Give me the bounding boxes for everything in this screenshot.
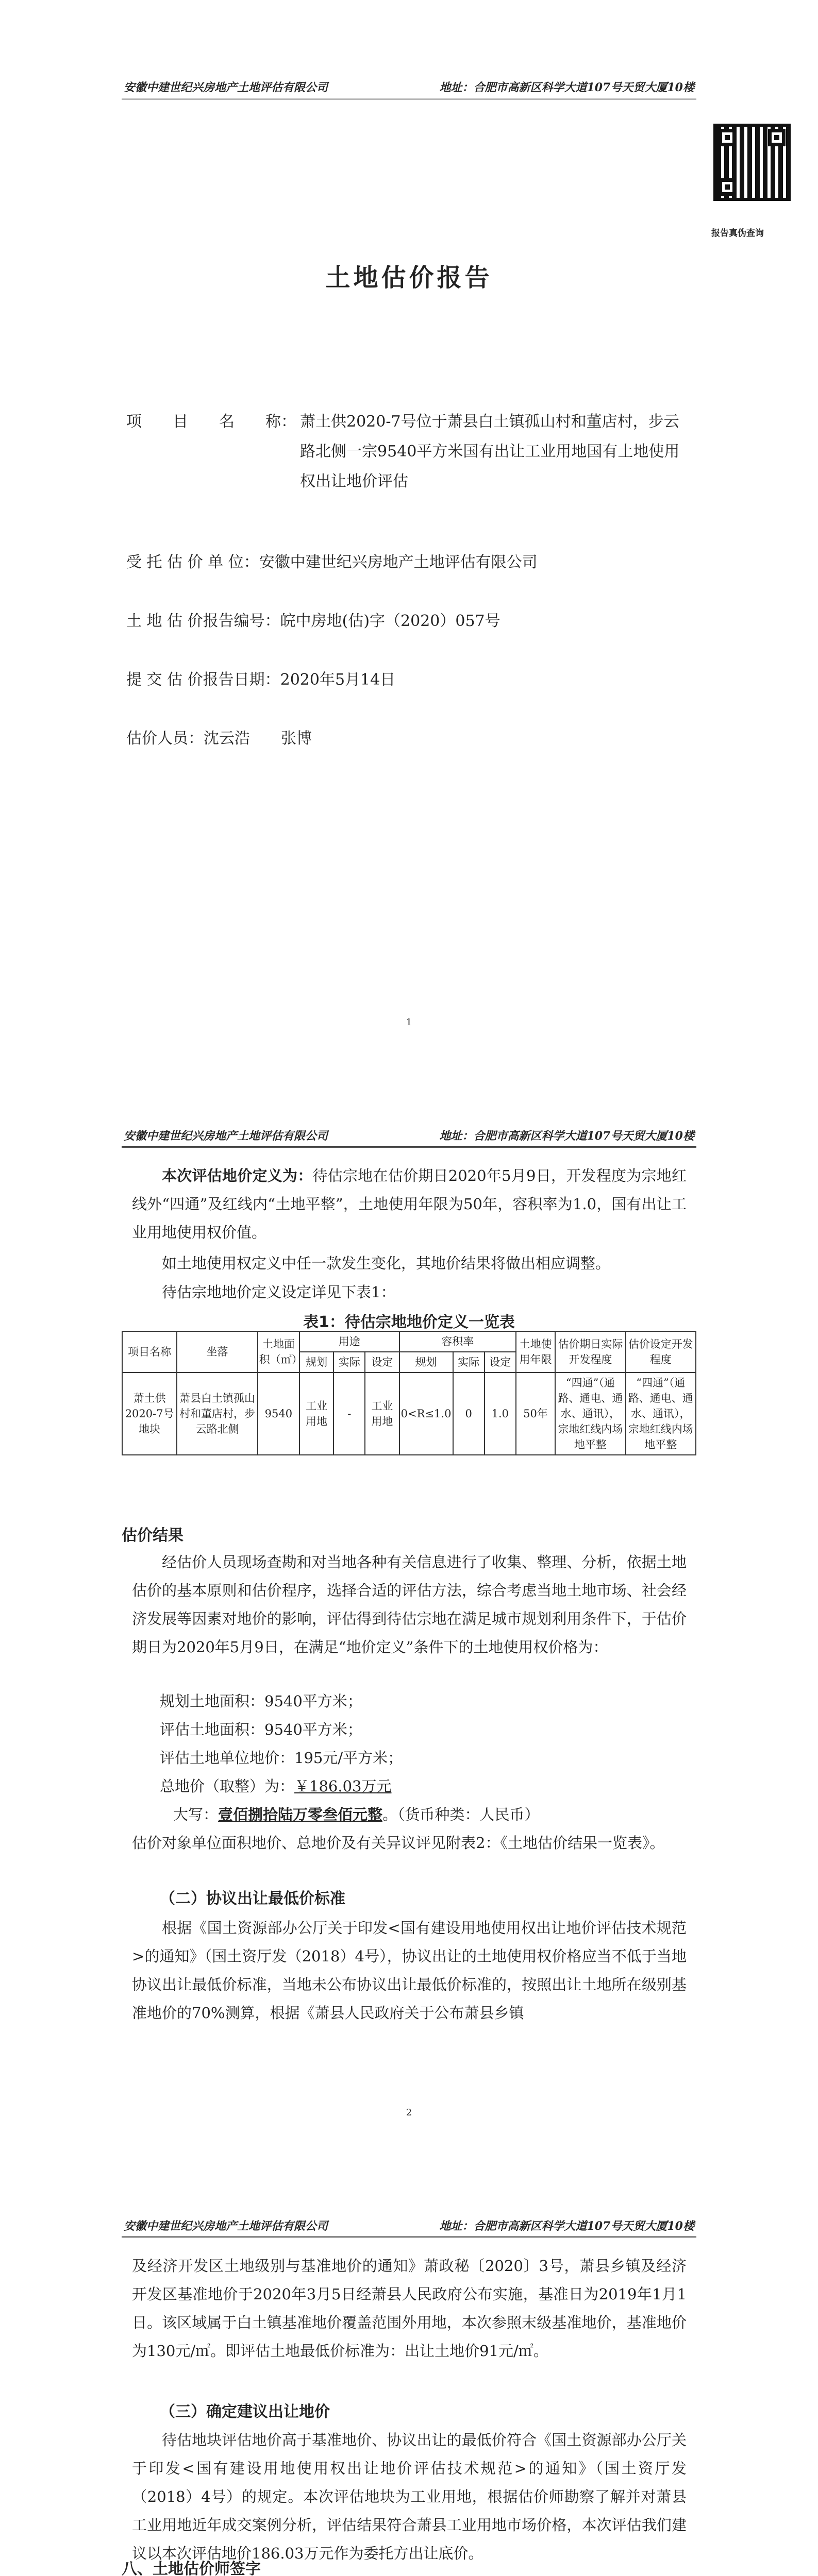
- th-use-set: 设定: [365, 1352, 399, 1372]
- cell-location: 萧县白土镇孤山村和董店村，步云路北侧: [177, 1372, 257, 1455]
- signature-heading: 八、土地估价师签字: [122, 2560, 261, 2576]
- result-heading: 估价结果: [122, 1527, 183, 1545]
- cell-use-actual: -: [333, 1372, 365, 1455]
- th-far-plan: 规划: [399, 1352, 453, 1372]
- th-use-plan: 规划: [299, 1352, 333, 1372]
- planned-area: 规划土地面积：9540平方米；: [160, 1692, 362, 1710]
- th-term: 土地使用年限: [516, 1331, 555, 1372]
- definition-text: 待估宗地在估价期日2020年5月9日，开发程度为宗地红线外“四通”及红线内“土地平整”，土地使用年限为50年，容积率为1.0，国有出让工业用地使用权价值。: [132, 1167, 687, 1241]
- total-price-value: ￥186.03万元: [294, 1777, 392, 1795]
- total-price-label: 总地价（取整）为：: [160, 1777, 295, 1795]
- th-use-actual: 实际: [333, 1352, 365, 1372]
- amount-in-words: [173, 1801, 540, 1829]
- table-title: 表1：待估宗地地价定义一览表: [303, 1313, 515, 1331]
- min-price-heading: （二）协议出让最低价标准: [160, 1890, 345, 1908]
- currency-note: 。（货币种类：人民币）: [382, 1806, 540, 1823]
- header-company: 安徽中建世纪兴房地产土地评估有限公司: [124, 1129, 328, 1143]
- cell-dev-set: “四通”（通路、通电、通水、通讯），宗地红线内场地平整: [626, 1372, 696, 1455]
- words-label: 大写：: [173, 1806, 219, 1823]
- cell-term: 50年: [516, 1372, 555, 1455]
- header-company: 安徽中建世纪兴房地产土地评估有限公司: [124, 81, 328, 94]
- page-header: [122, 77, 696, 99]
- reco-paragraph: 待估地块评估地价高于基准地价、协议出让的最低价符合《国土资源部办公厅关于印发<国有建设用地使用权出让地价评估技术规范>的通知》（国土资厅发（2018）4号）的规定。本次评估地块为工业用地，根据估价师勘察了解并对萧县工业用地近年成交案例分析，评估结果符合萧县工业用地市场价格，本次评估我们建议以本次评估地价186.03万元作为委托方出让底价。: [132, 2431, 687, 2562]
- valuers-label: 估价人员：: [126, 730, 204, 748]
- continued-paragraph: 及经济开发区土地级别与基准地价的通知》萧政秘〔2020〕3号，萧县乡镇及经济开发区基准地价于2020年3月5日经萧县人民政府公布实施，基准日为2019年1月1日。该区域属于白土镇基准地价覆盖范围外用地，本次参照末级基准地价，基准地价为130元/㎡。即评估土地最低价标准为：出让土地价91元/㎡。: [132, 2257, 687, 2360]
- header-address: 地址：合肥市高新区科学大道107号天贸大厦10楼: [439, 1129, 694, 1143]
- report-no-label: 土 地 估 价报告编号：: [126, 612, 280, 630]
- page-number: 1: [406, 1017, 412, 1028]
- submit-date-row: [126, 665, 395, 696]
- cell-use-set: 工业用地: [365, 1372, 399, 1455]
- cell-far-actual: 0: [453, 1372, 485, 1455]
- words-value: 壹佰捌拾陆万零叁佰元整: [218, 1806, 383, 1823]
- th-far-set: 设定: [485, 1352, 516, 1372]
- result-paragraph: 经估价人员现场查勘和对当地各种有关信息进行了收集、整理、分析，依据土地估价的基本原则和估价程序，选择合适的评估方法，综合考虑当地土地市场、社会经济发展等因素对地价的影响，评估得到待估宗地在满足城市规划利用条件下，于估价期日为2020年5月9日，在满足“地价定义”条件下的土地使用权价格为：: [132, 1553, 687, 1656]
- definition-paragraph: [132, 1162, 687, 1247]
- cell-far-plan: 0<R≤1.0: [399, 1372, 453, 1455]
- entity-value: 安徽中建世纪兴房地产土地评估有限公司: [259, 553, 538, 571]
- submit-date-value: 2020年5月14日: [280, 671, 396, 689]
- th-dev-actual: 估价期日实际开发程度: [555, 1331, 625, 1372]
- qr-finder-icon: [768, 129, 786, 146]
- cell-use-plan: 工业用地: [299, 1372, 333, 1455]
- valuers-value: 沈云浩 张博: [204, 730, 312, 748]
- adjust-paragraph: 如土地使用权定义中任一款发生变化，其地价结果将做出相应调整。: [162, 1255, 611, 1272]
- cell-far-set: 1.0: [485, 1372, 516, 1455]
- qr-caption: 报告真伪查询: [711, 228, 764, 239]
- cell-area: 9540: [258, 1372, 299, 1455]
- unit-price: 评估土地单位地价：195元/平方米；: [160, 1749, 403, 1767]
- project-value: 萧土供2020-7号位于萧县白土镇孤山村和董店村，步云路北侧一宗9540平方米国有出让工业用地国有土地使用权出让地价评估: [300, 413, 680, 490]
- cell-dev-actual: “四通”（通路、通电、通水、通讯），宗地红线内场地平整: [555, 1372, 625, 1455]
- valuers-row: [126, 723, 312, 754]
- page-3: [0, 2180, 818, 2576]
- entity-label: 受 托 估 价 单 位：: [126, 553, 259, 571]
- reco-heading: （三）确定建议出让地价: [160, 2403, 330, 2421]
- see-table-paragraph: 估价对象单位面积地价、总地价及有关异议评见附表2：《土地估价结果一览表》。: [132, 1834, 665, 1852]
- definition-lead: 本次评估地价定义为：: [162, 1167, 313, 1184]
- assessed-area: 评估土地面积：9540平方米；: [160, 1721, 362, 1738]
- total-price: [160, 1772, 392, 1801]
- th-location: 坐落: [177, 1331, 257, 1372]
- page-header: [122, 2216, 696, 2238]
- definition-table: [122, 1331, 696, 1455]
- header-address: 地址：合肥市高新区科学大道107号天贸大厦10楼: [439, 81, 694, 94]
- header-address: 地址：合肥市高新区科学大道107号天贸大厦10楼: [439, 2219, 694, 2233]
- header-company: 安徽中建世纪兴房地产土地评估有限公司: [124, 2219, 328, 2233]
- page-number: 2: [406, 2107, 412, 2118]
- submit-date-label: 提 交 估 价报告日期：: [126, 671, 280, 689]
- qr-code[interactable]: [713, 124, 791, 201]
- report-no-row: [126, 606, 500, 637]
- qr-finder-icon: [719, 178, 736, 196]
- report-no-value: 皖中房地(估)字（2020）057号: [280, 612, 500, 630]
- table-row: [122, 1372, 696, 1455]
- th-far: 容积率: [399, 1331, 516, 1352]
- cell-item: 萧土供2020-7号地块: [122, 1372, 177, 1455]
- th-area: 土地面积（㎡）: [258, 1331, 299, 1372]
- project-label: 项 目 名 称：: [126, 413, 296, 431]
- page-header: [122, 1126, 696, 1148]
- qr-finder-icon: [719, 129, 736, 146]
- th-far-actual: 实际: [453, 1352, 485, 1372]
- report-title: 土地估价报告: [325, 263, 493, 292]
- th-item: 项目名称: [122, 1331, 177, 1372]
- min-price-paragraph: 根据《国土资源部办公厅关于印发<国有建设用地使用权出让地价评估技术规范>的通知》（国土资厅发（2018）4号），协议出让的土地使用权价格应当不低于当地协议出让最低价标准，当地未公布协议出让最低价标准的，按照出让土地所在级别基准地价的70%测算，根据《萧县人民政府关于公布萧县乡镇: [132, 1919, 687, 2022]
- table-intro: 待估宗地地价定义设定详见下表1：: [162, 1283, 396, 1301]
- th-use: 用途: [299, 1331, 399, 1352]
- th-dev-set: 估价设定开发程度: [626, 1331, 696, 1372]
- page-1: [0, 0, 818, 1090]
- entity-row: [126, 547, 538, 578]
- page-2: [0, 1090, 818, 2180]
